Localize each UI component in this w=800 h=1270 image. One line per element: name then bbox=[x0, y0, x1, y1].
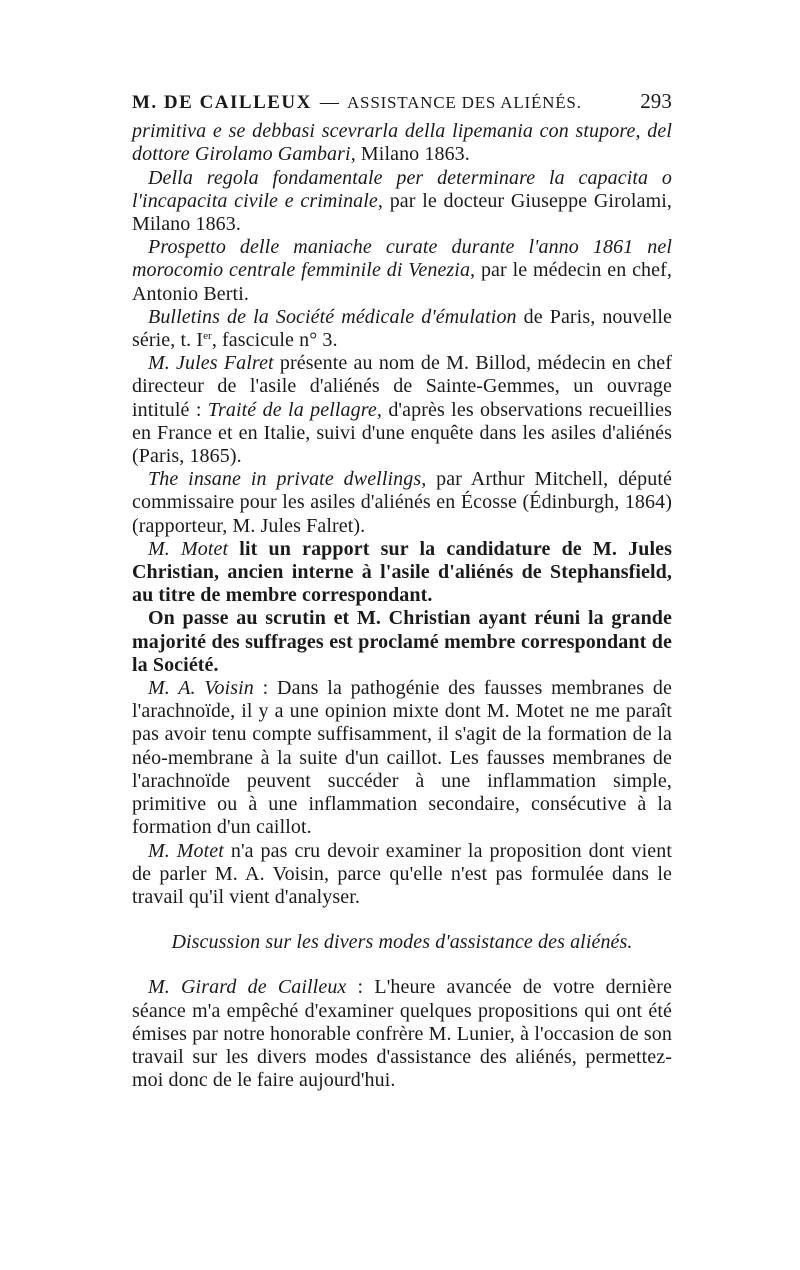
book-page bbox=[132, 90, 672, 1092]
running-header bbox=[132, 90, 672, 114]
paragraph-text: présente au nom de M. Billod, médecin en chef directeur de l'asile d'aliénés de Sainte-Gemmes, un ouvrage intitulé : bbox=[132, 352, 672, 421]
speaker-name: M. Motet bbox=[148, 839, 224, 862]
entry-text: Milano 1863. bbox=[355, 143, 470, 166]
speaker-name: M. A. Voisin bbox=[148, 677, 254, 700]
work-title: Della regola fondamentale per determinare la capacita o l'incapacita civile e criminale, bbox=[132, 166, 672, 212]
running-head-author: M. DE CAILLEUX bbox=[132, 92, 312, 113]
work-title: The insane in private dwellings, bbox=[148, 468, 427, 491]
entry-text: par Arthur Mitchell, député commissaire pour les asiles d'aliénés en Écosse (Édinburgh, 1864) (rapporteur, M. Jules Falret). bbox=[132, 468, 672, 537]
paragraph-text: : Dans la pathogénie des fausses membranes de l'arachnoïde, il y a une opinion mixte dont M. Motet ne me paraît pas avoir tenu compte suffisamment, il s'agit de la formation de la néo-membrane à la suite d'un caillot. Les fausses membranes de l'arachnoïde peuvent succéder à une inflammation simple, primitive ou à une inflammation secondaire, consécutive à la formation d'un caillot. bbox=[132, 677, 672, 839]
bibliography-entry bbox=[132, 236, 672, 306]
running-head-separator: — bbox=[319, 92, 339, 113]
minutes-paragraph: On passe au scrutin et M. Christian ayant réuni la grande majorité des suffrages est proclamé membre correspondant de la Société. bbox=[132, 607, 672, 676]
paragraph-text: : L'heure avancée de votre dernière séance m'a empêché d'examiner quelques propositions qui ont été émises par notre honorable confrère M. Lunier, à l'occasion de son travail sur les divers modes d'assistance des aliénés, permettez-moi donc de le faire aujourd'hui. bbox=[132, 976, 672, 1092]
bibliography-entry bbox=[132, 306, 672, 352]
speaker-name: M. Girard de Cailleux bbox=[148, 976, 347, 999]
header-left bbox=[132, 91, 582, 114]
speaker-name: M. Motet bbox=[148, 537, 229, 560]
bibliography-entry bbox=[132, 167, 672, 237]
minutes-paragraph bbox=[132, 677, 672, 839]
section-heading: Discussion sur les divers modes d'assistance des aliénés. bbox=[171, 931, 633, 954]
minutes-paragraph bbox=[132, 840, 672, 910]
work-title: primitiva e se debbasi scevrarla della lipemania con stupore, del dottore Girolamo Gambari, bbox=[132, 120, 672, 166]
minutes-paragraph bbox=[132, 352, 672, 468]
entry-text: de Paris, nouvelle série, t. I bbox=[132, 305, 672, 352]
paragraph-text: n'a pas cru devoir examiner la proposition dont vient de parler M. A. Voisin, parce qu'elle n'est pas formulée dans le travail qu'il vient d'analyser. bbox=[132, 839, 672, 908]
running-head-title: ASSISTANCE DES ALIÉNÉS. bbox=[346, 93, 582, 112]
minutes-paragraph bbox=[132, 538, 672, 608]
superscript: er bbox=[203, 330, 212, 343]
page-number: 293 bbox=[640, 89, 672, 113]
speaker-name: M. Jules Falret bbox=[148, 352, 274, 375]
paragraph-text: lit un rapport sur la candidature de M. Jules Christian, ancien interne à l'asile d'aliénés de Stephansfield, au titre de membre correspondant. bbox=[132, 537, 672, 607]
work-title: Bulletins de la Société médicale d'émulation bbox=[148, 305, 517, 328]
entry-text: , fascicule n° 3. bbox=[211, 329, 338, 352]
bibliography-entry bbox=[132, 468, 672, 538]
work-title: Prospetto delle maniache curate durante l'anno 1861 nel morocomio centrale femminile di Venezia, bbox=[132, 236, 672, 282]
paragraph-text: d'après les observations recueillies en France et en Italie, suivi d'une enquête dans les asiles d'aliénés (Paris, 1865). bbox=[132, 398, 672, 468]
bibliography-entry bbox=[132, 120, 672, 166]
work-title: Traité de la pellagre, bbox=[207, 398, 382, 421]
entry-text: par le médecin en chef, Antonio Berti. bbox=[132, 259, 672, 305]
entry-text: par le docteur Giuseppe Girolami, Milano 1863. bbox=[132, 189, 672, 236]
minutes-paragraph bbox=[132, 976, 672, 1092]
